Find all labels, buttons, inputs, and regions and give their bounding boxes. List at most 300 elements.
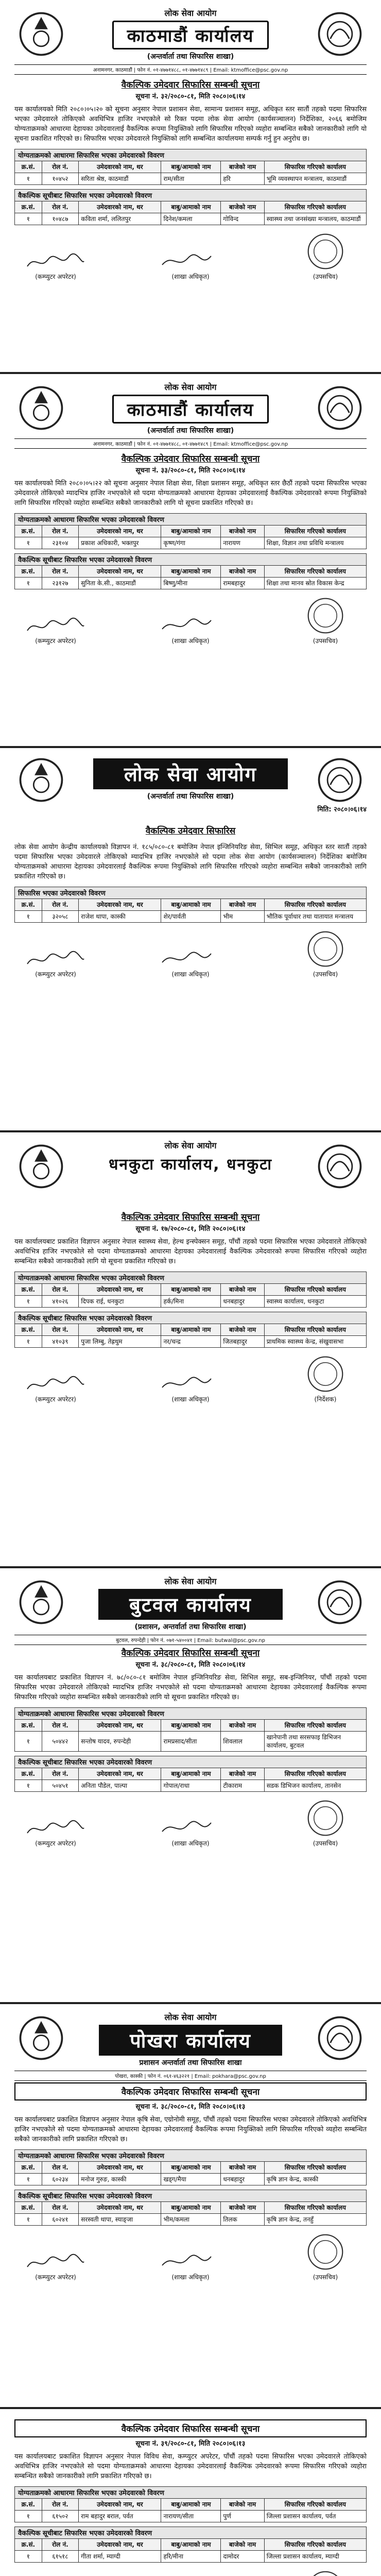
table-cell: बिष्णु/मीना bbox=[161, 578, 221, 589]
table-row bbox=[15, 911, 367, 923]
office-stamp-icon bbox=[306, 232, 344, 270]
table-section-heading: योग्यताक्रमको आधारमा सिफारिस भएका उमेदवारको विवरण bbox=[14, 2149, 367, 2161]
notice-kathmandu-1 bbox=[0, 0, 381, 374]
column-header: बाजेको नाम bbox=[221, 899, 264, 911]
table-row bbox=[15, 2174, 367, 2185]
table-cell: तिलक bbox=[221, 2214, 264, 2226]
table-cell: गोविन्द bbox=[221, 213, 264, 225]
column-header: उमेदवारको नाम, थर bbox=[79, 161, 161, 173]
signature-block bbox=[149, 1819, 232, 1848]
column-header: बाबु/आमाको नाम bbox=[161, 2539, 221, 2551]
notice-reference: सूचना नं. ३३/२०८०-८१, मिति २०८०।०६।१४ bbox=[135, 467, 246, 474]
column-header: क्र.सं. bbox=[15, 1284, 42, 1296]
commission-name: लोक सेवा आयोग bbox=[164, 1577, 217, 1586]
column-header: सिफारिस गरिएको कार्यालय bbox=[264, 161, 366, 173]
table-cell: टीकाराम bbox=[221, 1780, 264, 1792]
column-header: रोल नं. bbox=[42, 526, 79, 537]
signature-caption: (उपसचिव) bbox=[313, 273, 338, 280]
column-header: बाबु/आमाको नाम bbox=[161, 1284, 221, 1296]
column-header: सिफारिस गरिएको कार्यालय bbox=[264, 2162, 366, 2174]
table-header-row bbox=[15, 1720, 367, 1732]
table-cell: अनिता पौडेल, पाल्पा bbox=[79, 1780, 161, 1792]
notice-title: वैकल्पिक उमेदवार सिफारिस सम्बन्धी सूचना bbox=[14, 2082, 367, 2100]
table-cell: १ bbox=[15, 537, 42, 549]
column-header: रोल नं. bbox=[42, 2499, 79, 2511]
table-section-heading: सिफारिस भएका उमेदवारको विवरण bbox=[14, 887, 367, 899]
column-header: रोल नं. bbox=[42, 566, 79, 578]
notice-title: वैकल्पिक उमेदवार सिफारिस सम्बन्धी सूचना bbox=[121, 454, 260, 464]
table-cell: सरिता श्रेष्ठ, काठमाडौं bbox=[79, 173, 161, 185]
table-cell: रामप्रसाद/सीता bbox=[161, 1732, 221, 1752]
table-cell: दामोदर bbox=[221, 2551, 264, 2563]
office-stamp-icon bbox=[306, 2570, 344, 2576]
table-row bbox=[15, 1780, 367, 1792]
table-cell: १ bbox=[15, 213, 42, 225]
recommendation-table bbox=[14, 899, 367, 923]
column-header: बाजेको नाम bbox=[221, 1324, 264, 1336]
signature-scribble-icon bbox=[160, 2252, 221, 2271]
column-header: सिफारिस गरिएको कार्यालय bbox=[264, 201, 366, 213]
table-cell: राजेश थापा, कास्की bbox=[79, 911, 161, 923]
table-section-heading: वैकल्पिक सूचीबाट सिफारिस भएका उमेदवारको विवरण bbox=[14, 2190, 367, 2201]
signature-block bbox=[284, 232, 367, 281]
column-header: बाजेको नाम bbox=[221, 161, 264, 173]
alternate-table bbox=[14, 201, 367, 225]
table-section-heading: योग्यताक्रमको आधारमा सिफारिस भएका उमेदवारको विवरण bbox=[14, 1272, 367, 1283]
table-cell: ५०४५१ bbox=[42, 1780, 79, 1792]
signature-scribble-icon bbox=[160, 1375, 221, 1393]
table-cell: दिपक राई, धनकुटा bbox=[79, 1296, 161, 1308]
nepal-emblem-icon bbox=[18, 384, 65, 432]
table-row bbox=[15, 578, 367, 589]
table-cell: २३१०४ bbox=[42, 537, 79, 549]
signature-caption: (कम्प्युटर अपरेटर) bbox=[35, 971, 76, 978]
table-section-heading: योग्यताक्रमको आधारमा सिफारिस भएका उमेदवारको विवरण bbox=[14, 513, 367, 525]
notice-body: यस कार्यालयको मिति २०८०।०५।२२ को सूचना अनुसार नेपाल शिक्षा सेवा, शिक्षा प्रशासन समूह, अधिकृत स्तर छैठौं तहको पदमा सिफारिस भएका उमेदवारले तोकिएको म्यादभित्र हाजिर नभएकोले सो पदमा योग्यताक्रमको आधारमा देहायका उमेदवारलाई वैकल्पिक उमेदवारको रूपमा नियुक्तिको लागि सिफारिस गरिएको व्यहोरा सम्बन्धित सबैको जानकारीको लागि यो सूचना प्रकाशित गरिएको छ। bbox=[14, 480, 367, 507]
column-header: बाजेको नाम bbox=[221, 1720, 264, 1732]
column-header: क्र.सं. bbox=[15, 2202, 42, 2214]
section-name: (अन्तर्वार्ता तथा सिफारिस शाखा) bbox=[147, 792, 234, 801]
notice-header bbox=[14, 1575, 367, 1641]
column-header: क्र.सं. bbox=[15, 2162, 42, 2174]
table-cell: भौतिक पूर्वाधार तथा यातायात मन्त्रालय bbox=[264, 911, 366, 923]
contact-line: अनामनगर, काठमाडौं | फोन नं. ०१-४७७१४८८, ०१-४७७१४८९ | Email: ktmoffice@psc.gov.np bbox=[14, 64, 367, 75]
notice-reference: सूचना नं. ३२/२०८०-८१, मिति २०८०।०६।१४ bbox=[135, 93, 246, 100]
column-header: सिफारिस गरिएको कार्यालय bbox=[264, 2499, 366, 2511]
table-section-heading: वैकल्पिक सूचीबाट सिफारिस भएका उमेदवारको विवरण bbox=[14, 2527, 367, 2538]
notice-title: वैकल्पिक उमेदवार सिफारिस bbox=[145, 826, 236, 836]
table-header-row bbox=[15, 2499, 367, 2511]
column-header: बाजेको नाम bbox=[221, 1284, 264, 1296]
table-cell: मनोज गुरुङ, कास्की bbox=[79, 2174, 161, 2185]
office-name: काठमाडौं कार्यालय bbox=[112, 21, 269, 49]
notice-header bbox=[14, 753, 367, 819]
table-cell: प्रकाश अधिकारी, भक्तपुर bbox=[79, 537, 161, 549]
contact-line: पोखरा, कास्की | फोन नं. ०६१-४६३२२१ | Email: pokhara@psc.gov.np bbox=[14, 2071, 367, 2081]
signature-block bbox=[149, 1375, 232, 1403]
signature-block bbox=[14, 1375, 97, 1403]
notice-body: यस कार्यालयबाट प्रकाशित विज्ञापन अनुसार नेपाल स्वास्थ्य सेवा, हेल्थ इन्स्पेक्सन समूह, पाँचौं तहको पदमा सिफारिस भएका उमेदवारले तोकिएको अवधिभित्र हाजिर नभएकोले सो पदमा योग्यताक्रमको आधारमा देहायका उमेदवारलाई वैकल्पिक उमेदवारको रूपमा सिफारिस गरिएको व्यहोरा सम्बन्धित सबैको जानकारीको लागि यो सूचना प्रकाशित गरिएको छ। bbox=[14, 1238, 367, 1265]
table-cell: हरि/मीना bbox=[161, 2551, 221, 2563]
column-header: सिफारिस गरिएको कार्यालय bbox=[264, 2539, 366, 2551]
table-cell: भीम bbox=[221, 911, 264, 923]
signature-block bbox=[14, 616, 97, 645]
column-header: सिफारिस गरिएको कार्यालय bbox=[264, 2202, 366, 2214]
commission-name: लोक सेवा आयोग bbox=[164, 382, 217, 392]
column-header: रोल नं. bbox=[42, 2539, 79, 2551]
table-cell: १ bbox=[15, 2174, 42, 2185]
table-cell: १ bbox=[15, 173, 42, 185]
notice-title: वैकल्पिक उमेदवार सिफारिस सम्बन्धी सूचना bbox=[14, 2419, 367, 2437]
table-section-heading: वैकल्पिक सूचीबाट सिफारिस भएका उमेदवारको विवरण bbox=[14, 1756, 367, 1768]
table-section-heading: वैकल्पिक सूचीबाट सिफारिस भएका उमेदवारको विवरण bbox=[14, 1312, 367, 1324]
notice-body: लोक सेवा आयोग केन्द्रीय कार्यालयको विज्ञापन नं. १८५/०८०-८१ बमोजिम नेपाल इन्जिनियरिङ सेवा, सिभिल समूह, अधिकृत स्तर सातौं तहको पदमा सिफारिस भएका उमेदवारले तोकिएको म्यादभित्र हाजिर नभएकोले सो पदमा लोक सेवा आयोग (कार्यसञ्चालन) निर्देशिका बमोजिम योग्यताक्रमको आधारमा देहायका उमेदवारलाई वैकल्पिक रूपमा नियुक्तिको लागि सिफारिस गरिएको व्यहोरा सम्बन्धित सबैको जानकारीको लागि प्रकाशित गरिएको छ। bbox=[14, 843, 367, 880]
notice-header bbox=[14, 381, 367, 447]
signature-caption: (निर्देशक) bbox=[314, 1396, 337, 1403]
table-cell: खड्ग/मैया bbox=[161, 2174, 221, 2185]
table-cell: शिक्षा तथा मानव स्रोत विकास केन्द्र bbox=[264, 578, 366, 589]
notice-pokhara-2 bbox=[0, 2409, 381, 2576]
table-cell: ६१५१८ bbox=[42, 2551, 79, 2563]
column-header: उमेदवारको नाम, थर bbox=[79, 566, 161, 578]
column-header: उमेदवारको नाम, थर bbox=[79, 526, 161, 537]
signature-row bbox=[14, 930, 367, 978]
table-cell: नारायण/सीता bbox=[161, 2511, 221, 2522]
notice-header bbox=[14, 1140, 367, 1206]
table-cell: शेर/पार्वती bbox=[161, 911, 221, 923]
office-name: बुटवल कार्यालय bbox=[98, 1589, 283, 1620]
column-header: क्र.सं. bbox=[15, 2539, 42, 2551]
signature-caption: (कम्प्युटर अपरेटर) bbox=[35, 1840, 76, 1847]
signature-caption: (कम्प्युटर अपरेटर) bbox=[35, 2274, 76, 2281]
column-header: उमेदवारको नाम, थर bbox=[79, 1768, 161, 1780]
table-cell: ५०४४२ bbox=[42, 1732, 79, 1752]
office-name: लोक सेवा आयोग bbox=[93, 758, 288, 789]
signature-caption: (शाखा अधिकृत) bbox=[171, 971, 210, 978]
recommendation-table bbox=[14, 1719, 367, 1752]
column-header: क्र.सं. bbox=[15, 1720, 42, 1732]
column-header: बाबु/आमाको नाम bbox=[161, 201, 221, 213]
table-cell: १ bbox=[15, 1336, 42, 1348]
table-cell: जितबहादुर bbox=[221, 1336, 264, 1348]
notice-butwal bbox=[0, 1568, 381, 2004]
table-cell: भूमि व्यवस्थापन मन्त्रालय, काठमाडौं bbox=[264, 173, 366, 185]
table-cell: हरि bbox=[221, 173, 264, 185]
signature-block bbox=[284, 930, 367, 978]
column-header: बाबु/आमाको नाम bbox=[161, 899, 221, 911]
column-header: सिफारिस गरिएको कार्यालय bbox=[264, 566, 366, 578]
column-header: क्र.सं. bbox=[15, 2499, 42, 2511]
table-cell: हर्क/मिना bbox=[161, 1296, 221, 1308]
table-header-row bbox=[15, 201, 367, 213]
table-row bbox=[15, 2511, 367, 2522]
table-cell: १ bbox=[15, 2551, 42, 2563]
table-cell: कृष्ण/गंगा bbox=[161, 537, 221, 549]
nepal-emblem-icon bbox=[18, 1579, 65, 1626]
table-header-row bbox=[15, 899, 367, 911]
alternate-table bbox=[14, 1768, 367, 1792]
signature-scribble-icon bbox=[160, 252, 221, 270]
alternate-table bbox=[14, 2538, 367, 2563]
signature-scribble-icon bbox=[160, 950, 221, 968]
contact-line: बुटवल, रुपन्देही | फोन नं. ०७१-५४००४१ | Email: butwal@psc.gov.np bbox=[14, 1635, 367, 1645]
column-header: उमेदवारको नाम, थर bbox=[79, 2539, 161, 2551]
column-header: क्र.सं. bbox=[15, 161, 42, 173]
signature-caption: (उपसचिव) bbox=[313, 1840, 338, 1847]
table-cell: गीता शर्मा, म्याग्दी bbox=[79, 2551, 161, 2563]
table-section-heading: वैकल्पिक सूचीबाट सिफारिस भएका उमेदवारको विवरण bbox=[14, 189, 367, 201]
table-section-heading: वैकल्पिक सूचीबाट सिफारिस भएका उमेदवारको विवरण bbox=[14, 553, 367, 565]
commission-name: लोक सेवा आयोग bbox=[164, 2012, 217, 2022]
column-header: बाबु/आमाको नाम bbox=[161, 2202, 221, 2214]
table-cell: रामबहादुर bbox=[221, 578, 264, 589]
signature-caption: (उपसचिव) bbox=[313, 971, 338, 978]
signature-scribble-icon bbox=[25, 1375, 86, 1393]
psc-logo-icon bbox=[316, 756, 363, 804]
column-header: क्र.सं. bbox=[15, 1768, 42, 1780]
signature-block bbox=[149, 252, 232, 281]
column-header: बाबु/आमाको नाम bbox=[161, 161, 221, 173]
signature-block bbox=[284, 1799, 367, 1848]
notice-header bbox=[14, 7, 367, 73]
column-header: सिफारिस गरिएको कार्यालय bbox=[264, 526, 366, 537]
office-stamp-icon bbox=[306, 1799, 344, 1837]
table-cell: कृषि ज्ञान केन्द्र, तनहुँ bbox=[264, 2214, 366, 2226]
column-header: सिफारिस गरिएको कार्यालय bbox=[264, 1284, 366, 1296]
table-cell: ४१०३९ bbox=[42, 1336, 79, 1348]
psc-logo-icon bbox=[316, 1579, 363, 1626]
signature-caption: (शाखा अधिकृत) bbox=[171, 2274, 210, 2281]
column-header: उमेदवारको नाम, थर bbox=[79, 2499, 161, 2511]
office-stamp-icon bbox=[306, 597, 344, 635]
signature-caption: (उपसचिव) bbox=[313, 2274, 338, 2281]
table-cell: पुजा लिम्बु, तेह्रथुम bbox=[79, 1336, 161, 1348]
table-cell: नर/चन्द्र bbox=[161, 1336, 221, 1348]
recommendation-table bbox=[14, 525, 367, 549]
table-row bbox=[15, 2214, 367, 2226]
office-name: काठमाडौं कार्यालय bbox=[112, 395, 269, 423]
nepal-emblem-icon bbox=[18, 1143, 65, 1190]
table-cell: कविता शर्मा, ललितपुर bbox=[79, 213, 161, 225]
column-header: बाजेको नाम bbox=[221, 2202, 264, 2214]
table-row bbox=[15, 1336, 367, 1348]
column-header: बाबु/आमाको नाम bbox=[161, 1324, 221, 1336]
table-cell: सरस्वती थापा, स्याङ्जा bbox=[79, 2214, 161, 2226]
table-section-heading: योग्यताक्रमको आधारमा सिफारिस भएका उमेदवारको विवरण bbox=[14, 1707, 367, 1719]
table-header-row bbox=[15, 2162, 367, 2174]
table-section-heading: योग्यताक्रमको आधारमा सिफारिस भएका उमेदवारको विवरण bbox=[14, 2486, 367, 2498]
notice-title: वैकल्पिक उमेदवार सिफारिस सम्बन्धी सूचना bbox=[121, 1212, 260, 1223]
table-section-heading: योग्यताक्रमको आधारमा सिफारिस भएका उमेदवारको विवरण bbox=[14, 149, 367, 161]
table-header-row bbox=[15, 2202, 367, 2214]
table-cell: ३२०५८ bbox=[42, 911, 79, 923]
column-header: बाबु/आमाको नाम bbox=[161, 566, 221, 578]
table-cell: सडक डिभिजन कार्यालय, तानसेन bbox=[264, 1780, 366, 1792]
table-header-row bbox=[15, 1284, 367, 1296]
column-header: रोल नं. bbox=[42, 899, 79, 911]
table-cell: १ bbox=[15, 2511, 42, 2522]
commission-name: लोक सेवा आयोग bbox=[164, 1141, 217, 1150]
notice-body: यस कार्यालयबाट प्रकाशित विज्ञापन अनुसार नेपाल विविध सेवा, कम्प्युटर अपरेटर, पाँचौं तहको पदमा सिफारिस भएका उमेदवारले तोकिएको अवधिभित्र हाजिर नभएकोले सो पदमा योग्यताक्रमको आधारमा देहायका उमेदवारलाई वैकल्पिक उमेदवारको रूपमा सिफारिस गरिएको व्यहोरा सम्बन्धित सबैको जानकारीको लागि प्रकाशित गरिएको छ। bbox=[14, 2453, 367, 2480]
section-name: (प्रशासन, अन्तर्वार्ता तथा सिफारिस शाखा) bbox=[134, 1623, 247, 1631]
column-header: बाबु/आमाको नाम bbox=[161, 526, 221, 537]
column-header: बाजेको नाम bbox=[221, 526, 264, 537]
column-header: बाबु/आमाको नाम bbox=[161, 2162, 221, 2174]
table-cell: जिल्ला प्रशासन कार्यालय, म्याग्दी bbox=[264, 2551, 366, 2563]
column-header: बाबु/आमाको नाम bbox=[161, 1720, 221, 1732]
signature-caption: (कम्प्युटर अपरेटर) bbox=[35, 1396, 76, 1403]
signature-caption: (शाखा अधिकृत) bbox=[171, 1840, 210, 1847]
column-header: क्र.सं. bbox=[15, 526, 42, 537]
notice-pokhara bbox=[0, 2004, 381, 2409]
table-cell: १ bbox=[15, 1296, 42, 1308]
notice-reference: सूचना नं. ३८/२०८०-८१, मिति २०८०।०६।१४ bbox=[135, 1661, 246, 1669]
column-header: रोल नं. bbox=[42, 1768, 79, 1780]
signature-block bbox=[149, 616, 232, 645]
signature-row bbox=[14, 1799, 367, 1848]
notice-reference: सूचना नं. १७/२०८०-८१, मिति २०८०।०६।१४ bbox=[135, 1225, 246, 1233]
psc-logo-icon bbox=[316, 10, 363, 58]
notice-header bbox=[14, 2011, 367, 2077]
notice-body: यस कार्यालयबाट प्रकाशित विज्ञापन अनुसार नेपाल कृषि सेवा, एग्रोनोमी समूह, पाँचौं तहको पदमा सिफारिस भएका उमेदवारले तोकिएको अवधिभित्र हाजिर नभएकोले सो पदमा योग्यताक्रमको आधारमा देहायका उमेदवारलाई वैकल्पिक रूपमा नियुक्तिको लागि सिफारिस गरिएको व्यहोरा सम्बन्धित सबैको जानकारीको लागि प्रकाशित गरिएको छ। bbox=[14, 2116, 367, 2143]
table-cell: दिनेश/कमला bbox=[161, 213, 221, 225]
column-header: क्र.सं. bbox=[15, 1324, 42, 1336]
table-cell: नारायण bbox=[221, 537, 264, 549]
table-cell: १ bbox=[15, 911, 42, 923]
signature-caption: (शाखा अधिकृत) bbox=[171, 273, 210, 280]
table-header-row bbox=[15, 1768, 367, 1780]
notice-kathmandu-2 bbox=[0, 374, 381, 748]
table-cell: ४१०२६ bbox=[42, 1296, 79, 1308]
section-name: (अन्तर्वार्ता तथा सिफारिस शाखा) bbox=[147, 427, 234, 435]
table-header-row bbox=[15, 161, 367, 173]
recommendation-table bbox=[14, 1283, 367, 1308]
signature-caption: (कम्प्युटर अपरेटर) bbox=[35, 273, 76, 280]
notice-dhankuta bbox=[0, 1132, 381, 1568]
column-header: उमेदवारको नाम, थर bbox=[79, 201, 161, 213]
column-header: उमेदवारको नाम, थर bbox=[79, 2162, 161, 2174]
table-row bbox=[15, 2551, 367, 2563]
signature-row bbox=[14, 597, 367, 645]
nepal-emblem-icon bbox=[18, 756, 65, 804]
table-header-row bbox=[15, 1324, 367, 1336]
signature-caption: (कम्प्युटर अपरेटर) bbox=[35, 637, 76, 645]
column-header: बाजेको नाम bbox=[221, 2499, 264, 2511]
signature-block bbox=[284, 1355, 367, 1403]
signature-block bbox=[284, 2570, 367, 2576]
table-cell: स्वास्थ्य तथा जनसंख्या मन्त्रालय, काठमाडौं bbox=[264, 213, 366, 225]
column-header: बाबु/आमाको नाम bbox=[161, 2499, 221, 2511]
table-cell: धनबहादुर bbox=[221, 1296, 264, 1308]
signature-block bbox=[14, 252, 97, 281]
table-cell: राम बहादुर बराल, पर्वत bbox=[79, 2511, 161, 2522]
signature-row bbox=[14, 1355, 367, 1403]
column-header: बाजेको नाम bbox=[221, 566, 264, 578]
signature-block bbox=[149, 950, 232, 978]
signature-scribble-icon bbox=[25, 1819, 86, 1837]
table-cell: ६१५०२ bbox=[42, 2511, 79, 2522]
nepal-emblem-icon bbox=[18, 2014, 65, 2062]
notice-body: यस कार्यालयबाट प्रकाशित विज्ञापन नं. ७८/०८०-८१ बमोजिम नेपाल इन्जिनियरिङ सेवा, सिभिल समूह, सब-इन्जिनियर, पाँचौं तहको पदमा सिफारिस भएका उमेदवारले तोकिएको म्यादभित्र हाजिर नभएकोले सो पदमा योग्यताक्रमको आधारमा देहायका उमेदवारलाई वैकल्पिक रूपमा सिफारिस गरिएको व्यहोरा सम्बन्धित सबैको जानकारीको लागि यो सूचना प्रकाशित गरिएको छ। bbox=[14, 1674, 367, 1701]
table-header-row bbox=[15, 2539, 367, 2551]
signature-block bbox=[284, 2233, 367, 2281]
commission-name: लोक सेवा आयोग bbox=[164, 8, 217, 18]
column-header: क्र.सं. bbox=[15, 566, 42, 578]
column-header: रोल नं. bbox=[42, 1720, 79, 1732]
column-header: बाजेको नाम bbox=[221, 2162, 264, 2174]
notice-psc-central bbox=[0, 748, 381, 1132]
column-header: उमेदवारको नाम, थर bbox=[79, 1720, 161, 1732]
table-row bbox=[15, 213, 367, 225]
column-header: क्र.सं. bbox=[15, 201, 42, 213]
column-header: बाजेको नाम bbox=[221, 201, 264, 213]
column-header: उमेदवारको नाम, थर bbox=[79, 1324, 161, 1336]
signature-scribble-icon bbox=[25, 616, 86, 635]
table-cell: भीम/कमला bbox=[161, 2214, 221, 2226]
notice-title: वैकल्पिक उमेदवार सिफारिस सम्बन्धी सूचना bbox=[121, 1648, 260, 1658]
notice-reference: सूचना नं. ३८/२०८०-८१, मिति २०८०।०६।१३ bbox=[135, 2103, 246, 2111]
column-header: सिफारिस गरिएको कार्यालय bbox=[264, 1720, 366, 1732]
table-cell: ६०२४१ bbox=[42, 2214, 79, 2226]
signature-block bbox=[14, 2252, 97, 2281]
signature-scribble-icon bbox=[160, 616, 221, 635]
column-header: उमेदवारको नाम, थर bbox=[79, 1284, 161, 1296]
table-cell: २३१२७ bbox=[42, 578, 79, 589]
office-name: धनकुटा कार्यालय, धनकुटा bbox=[108, 1156, 273, 1174]
column-header: उमेदवारको नाम, थर bbox=[79, 899, 161, 911]
column-header: बाजेको नाम bbox=[221, 2539, 264, 2551]
table-cell: जिल्ला प्रशासन कार्यालय, पर्वत bbox=[264, 2511, 366, 2522]
table-cell: धनबहादुर bbox=[221, 2174, 264, 2185]
signature-block bbox=[149, 2252, 232, 2281]
table-cell: स्वास्थ्य कार्यालय, धनकुटा bbox=[264, 1296, 366, 1308]
section-name: (अन्तर्वार्ता तथा सिफारिस शाखा) bbox=[147, 53, 234, 61]
alternate-table bbox=[14, 1324, 367, 1348]
table-cell: शिवलाल bbox=[221, 1732, 264, 1752]
signature-caption: (शाखा अधिकृत) bbox=[171, 637, 210, 645]
table-row bbox=[15, 173, 367, 185]
recommendation-table bbox=[14, 161, 367, 185]
alternate-table bbox=[14, 2201, 367, 2226]
psc-logo-icon bbox=[316, 384, 363, 432]
table-cell: १ bbox=[15, 1780, 42, 1792]
column-header: रोल नं. bbox=[42, 1284, 79, 1296]
signature-scribble-icon bbox=[25, 950, 86, 968]
table-cell: १०४८७ bbox=[42, 213, 79, 225]
office-stamp-icon bbox=[306, 1355, 344, 1393]
column-header: बाजेको नाम bbox=[221, 1768, 264, 1780]
signature-row bbox=[14, 2570, 367, 2576]
table-cell: १०४५२ bbox=[42, 173, 79, 185]
table-cell: १ bbox=[15, 578, 42, 589]
table-cell: ६०२३४ bbox=[42, 2174, 79, 2185]
notice-body: यस कार्यालयको मिति २०८०।०५।२० को सूचना अनुसार नेपाल प्रशासन सेवा, सामान्य प्रशासन समूह, अधिकृत स्तर सातौं तहको पदमा सिफारिस भएका उमेदवारले तोकिएको अवधिभित्र हाजिर नभएकोले सो रिक्त पदमा लोक सेवा आयोग (कार्यसञ्चालन) निर्देशिका, २०६६ बमोजिम योग्यताक्रमको आधारमा देहायका उमेदवारलाई वैकल्पिक रूपमा नियुक्तिको लागि सिफारिस गरिएको व्यहोरा सम्बन्धित सबैको जानकारीको लागि यो सूचना प्रकाशित गरिएको छ। सिफारिस भएका उमेदवारले नियुक्तिको लागि सम्बन्धित कार्यालयमा सम्पर्क गर्नु हुन अनुरोध छ। bbox=[14, 106, 367, 143]
signature-block bbox=[14, 1819, 97, 1848]
psc-logo-icon bbox=[316, 2014, 363, 2062]
table-cell: सुनिता के.सी., काठमाडौं bbox=[79, 578, 161, 589]
signature-scribble-icon bbox=[25, 2252, 86, 2271]
column-header: क्र.सं. bbox=[15, 899, 42, 911]
office-name: पोखरा कार्यालय bbox=[99, 2025, 282, 2056]
notice-title: वैकल्पिक उमेदवार सिफारिस सम्बन्धी सूचना bbox=[121, 80, 260, 90]
signature-row bbox=[14, 232, 367, 281]
table-row bbox=[15, 1296, 367, 1308]
alternate-table bbox=[14, 565, 367, 589]
column-header: रोल नं. bbox=[42, 2162, 79, 2174]
table-cell: शिक्षा, विज्ञान तथा प्रविधि मन्त्रालय bbox=[264, 537, 366, 549]
recommendation-table bbox=[14, 2498, 367, 2522]
signature-row bbox=[14, 2233, 367, 2281]
